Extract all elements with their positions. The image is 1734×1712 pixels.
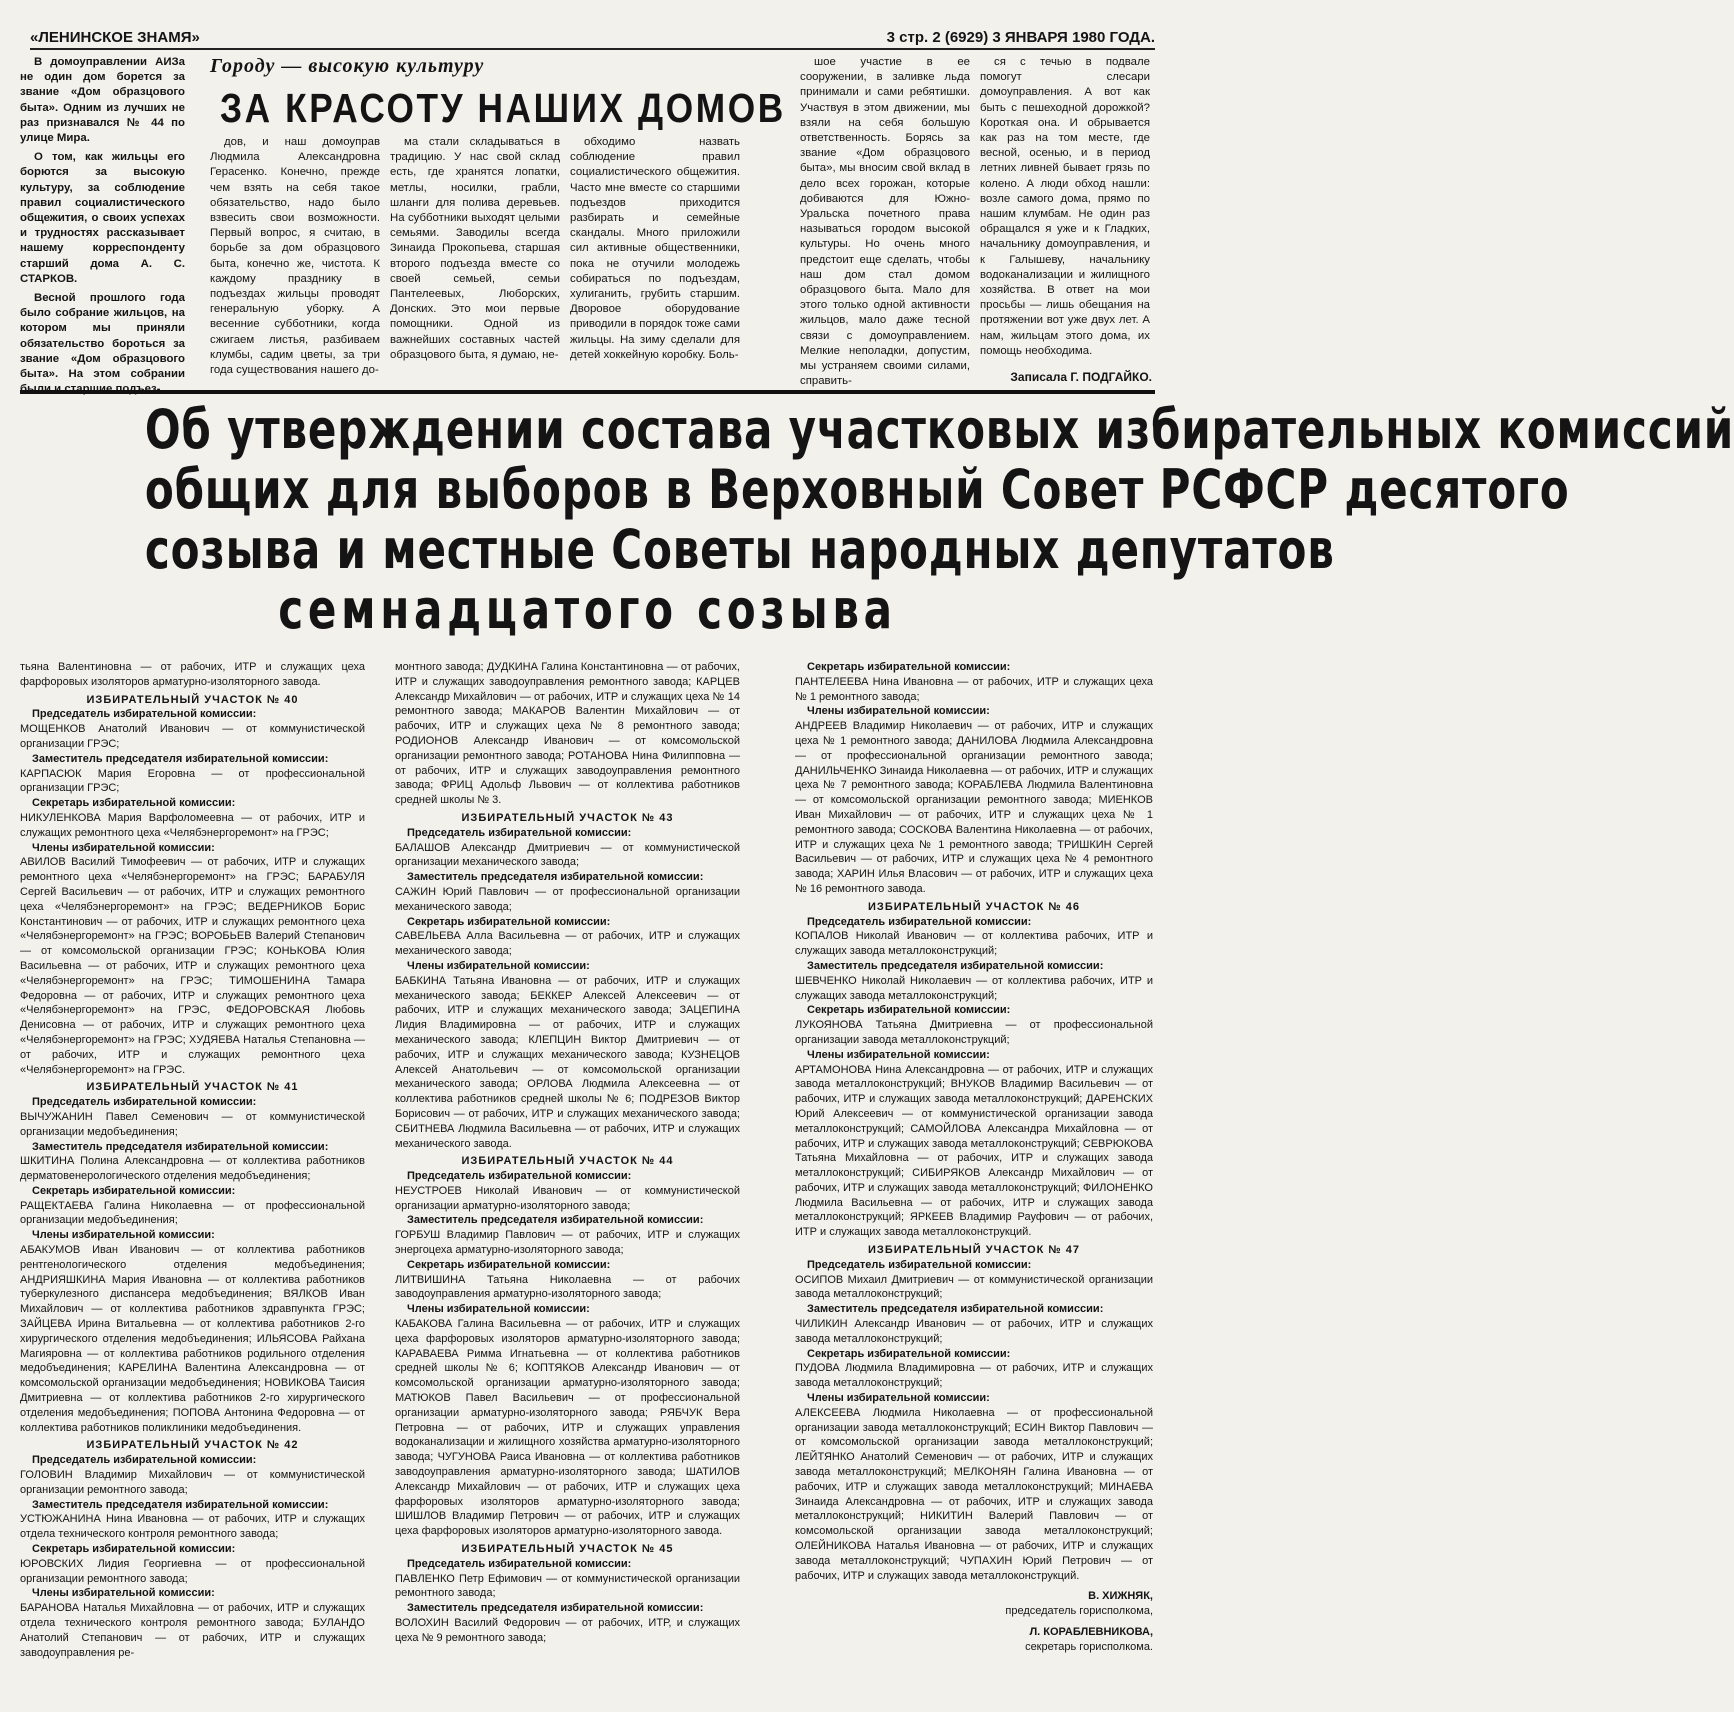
decree-column-1 <box>20 660 365 1700</box>
commission-role: Заместитель председателя избирательной комиссии: <box>807 959 1104 972</box>
article-headline: ЗА КРАСОТУ НАШИХ ДОМОВ <box>220 85 786 131</box>
member-list: БАБКИНА Татьяна Ивановна — от рабочих, ИТР и служащих механического завода; БЕККЕР Алексей Алексеевич — от рабочих, ИТР и служащих механического завода; ЗАЦЕПИНА Лидия Владимировна — от рабочих, ИТР и служащих механического завода; КЛЕПЦИН Виктор Дмитриевич — от рабочих, ИТР и служащих механического завода; КУЗНЕЦОВ Алексей Анатольевич — от комсомольской организации механического завода; ОРЛОВА Людмила Алексеевна — от коллектива работников средней школы № 6; ПОДРЕЗОВ Виктор Борисович — от рабочих, ИТР и служащих механического завода; СБИТНЕВА Людмила Васильевна — от рабочих, ИТР и служащих механического завода. <box>395 974 740 1150</box>
member-list: ПУДОВА Людмила Владимировна — от рабочих, ИТР и служащих завода металлоконструкций; <box>795 1362 1153 1390</box>
commission-role: Секретарь избирательной комиссии: <box>807 1004 1011 1017</box>
member-list: АБАКУМОВ Иван Иванович — от коллектива работников рентгенологического отделения медобъединения; АНДРИЯШКИНА Мария Ивановна — от коллектива работников туберкулезного диспансера медобъединения; ВЯЛКОВ Иван Михайлович — от коллектива работников здравпункта ГРЭС; ЗАЙЦЕВА Ирина Витальевна — от коллектива работников 2-го хирургического отделения медобъединения; ИЛЬЯСОВА Райхана Магияровна — от коллектива работников родильного отделения медобъединения; КАРЕЛИНА Валентина Александровна — от комсомольской организации медобъединения; НОВИКОВА Таисия Дмитриевна — от коллектива работников 2-го хирургического отделения медобъединения; ПОПОВА Антонина Федоровна — от коллектива работников поликлиники медобъединения. <box>20 1244 365 1434</box>
newspaper-name: «ЛЕНИНСКОЕ ЗНАМЯ» <box>30 28 200 46</box>
commission-role: Председатель избирательной комиссии: <box>807 1258 1032 1271</box>
section-divider <box>20 390 1155 394</box>
article-section <box>20 55 1160 396</box>
commission-role: Секретарь избирательной комиссии: <box>407 915 611 928</box>
member-list: УСТЮЖАНИНА Нина Ивановна — от рабочих, ИТР и служащих отдела технического контроля ремонтного завода; <box>20 1513 365 1541</box>
commission-role: Секретарь избирательной комиссии: <box>807 661 1011 673</box>
commission-role: Заместитель председателя избирательной комиссии: <box>32 752 329 765</box>
member-list: ГОЛОВИН Владимир Михайлович — от коммунистической организации ремонтного завода; <box>20 1469 365 1496</box>
lead-paragraph-1: В домоуправлении АИЗа не один дом борется за звание «Дом образцового быта». Одним из лучших не раз признавался № 44 по улице Мира. <box>20 56 185 145</box>
member-list: тьяна Валентиновна — от рабочих, ИТР и служащих цеха фарфоровых изоляторов арматурно-изоляторного завода. <box>20 661 365 688</box>
member-list: АРТАМОНОВА Нина Александровна — от рабочих, ИТР и служащих завода металлоконструкций; ВНУКОВ Владимир Васильевич — от рабочих, ИТР и служащих завода металлоконструкций; ДАРЕНСКИХ Юрий Алексеевич — от коммунистической организации завода металлоконструкций; САМОЙЛОВА Александра Михайловна — от рабочих, ИТР и служащих завода металлоконструкций; СЕВРЮКОВА Татьяна Михайловна — от рабочих, ИТР и служащих завода металлоконструкций; СИБИРЯКОВ Александр Михайлович — от рабочих, ИТР и служащих завода металлоконструкций; ФИЛОНЕНКО Людмила Васильевна — от рабочих, ИТР и служащих завода металлоконструкций; ЯРКЕЕВ Владимир Рауфович — от рабочих, ИТР и служащих завода металлоконструкций. <box>795 1063 1153 1239</box>
member-list: ПАВЛЕНКО Петр Ефимович — от коммунистической организации ремонтного завода; <box>395 1572 740 1600</box>
member-list: АЛЕКСЕЕВА Людмила Николаевна — от профессиональной организации завода металлоконструкций; ЕСИН Виктор Павлович — от комсомольской организации завода металлоконструкций; ЛЕЙТЯНКО Анатолий Семенович — от рабочих, ИТР и служащих завода металлоконструкций; МЕЛКОНЯН Галина Ивановна — от рабочих, ИТР и служащих завода металлоконструкций; МИНАЕВА Зинаида Александровна — от рабочих, ИТР и служащих завода металлоконструкций; НИКИТИН Валерий Павлович — от комсомольской организации завода металлоконструкций; ОЛЕЙНИКОВА Наталья Ивановна — от рабочих, ИТР и служащих завода металлоконструкций; ЧУПАХИН Юрий Петрович — от рабочих, ИТР и служащих завода металлоконструкций. <box>795 1406 1153 1582</box>
commission-role: Заместитель председателя избирательной комиссии: <box>407 1602 704 1615</box>
member-list: АВИЛОВ Василий Тимофеевич — от рабочих, ИТР и служащих ремонтного цеха «Челябэнергоремонт» на ГРЭС; БАРАБУЛЯ Сергей Васильевич — от рабочих, ИТР и служащих ремонтного цеха «Челябэнергоремонт» на ГРЭС; ВЕДЕРНИКОВ Борис Константинович — от рабочих, ИТР и служащих ремонтного цеха «Челябэнергоремонт» на ГРЭС; ВОРОБЬЕВ Валерий Степанович — от комсомольской организации ГРЭС; КОНЬКОВА Юлия Васильевна — от рабочих, ИТР и служащих ремонтного цеха «Челябэнергоремонт» на ГРЭС; ТИМОШЕНИНА Тамара Федоровна — от рабочих, ИТР и служащих ремонтного цеха «Челябэнергоремонт» на ГРЭС, ФЕДОРОВСКАЯ Любовь Денисовна — от рабочих, ИТР и служащих ремонтного цеха «Челябэнергоремонт» на ГРЭС; ХУДЯЕВА Наталья Степановна — от рабочих, ИТР и служащих ремонтного цеха «Челябэнергоремонт» на ГРЭС. <box>20 856 365 1076</box>
commission-role: Председатель избирательной комиссии: <box>32 708 257 721</box>
commission-role: Члены избирательной комиссии: <box>32 841 215 854</box>
member-list: ЮРОВСКИХ Лидия Георгиевна — от профессиональной организации ремонтного завода; <box>20 1557 365 1585</box>
commission-role: Члены избирательной комиссии: <box>32 1587 215 1600</box>
precinct-heading: ИЗБИРАТЕЛЬНЫЙ УЧАСТОК № 40 <box>86 693 299 706</box>
commission-role: Заместитель председателя избирательной комиссии: <box>807 1303 1104 1316</box>
precinct-heading: ИЗБИРАТЕЛЬНЫЙ УЧАСТОК № 43 <box>461 811 674 824</box>
precinct-heading: ИЗБИРАТЕЛЬНЫЙ УЧАСТОК № 42 <box>86 1439 299 1452</box>
article-col3-text: ма стали складываться в традицию. У нас свой склад есть, где хранятся лопатки, метлы, носилки, грабли, шланги для полива деревьев. На субботники выходят целыми семьями. Заводилы всегда Зинаида Прокопьева, старшая второго подъезда вместе со своей семьей, семьи Пантелеевых, Люборских, Донских. Это мои первые помощники. Одной из важнейших составных частей образцового быта, я думаю, не- <box>390 136 560 361</box>
article-col4 <box>570 135 740 385</box>
commission-role: Члены избирательной комиссии: <box>807 1048 990 1061</box>
commission-role: Члены избирательной комиссии: <box>807 705 990 718</box>
article-col2-text: дов, и наш домоуправ Людмила Александровна Герасенко. Конечно, прежде чем взять на себя такое обязательство, надо было взвесить свои возможности. Первый вопрос, я считаю, в борьбе за дом образцового быта, конечно же, чистота. К каждому празднику в подъездах жильцы проводят генеральную уборку. А весенние субботники, когда сжигаем листья, разбиваем клумбы, садим цветы, за три года существования нашего до- <box>210 136 380 377</box>
member-list: ШКИТИНА Полина Александровна — от коллектива работников дерматовенерологического отделения медобъединения; <box>20 1155 365 1183</box>
member-list: ЛИТВИШИНА Татьяна Николаевна — от рабочих заводоуправления арматурно-изоляторного завода; <box>395 1273 740 1301</box>
member-list: ГОРБУШ Владимир Павлович — от рабочих, ИТР и служащих энергоцеха арматурно-изоляторного завода; <box>395 1229 740 1257</box>
member-list: КОПАЛОВ Николай Иванович — от коллектива рабочих, ИТР и служащих завода металлоконструкций; <box>795 930 1153 958</box>
commission-role: Заместитель председателя избирательной комиссии: <box>407 871 704 884</box>
article-col2 <box>210 135 380 385</box>
article-col5 <box>800 55 970 388</box>
article-lead <box>20 55 185 396</box>
precinct-heading: ИЗБИРАТЕЛЬНЫЙ УЧАСТОК № 44 <box>461 1155 674 1168</box>
commission-role: Заместитель председателя избирательной комиссии: <box>32 1498 329 1511</box>
commission-role: Председатель избирательной комиссии: <box>407 1557 632 1570</box>
decree-title <box>20 398 1734 650</box>
article-col6 <box>980 55 1150 367</box>
decree-title-line: семнадцатого созыва <box>278 578 897 641</box>
article-col4-text: обходимо назвать соблюдение правил социалистического общежития. Часто мне вместе со старшими подъездов приходится разбирать и семейные скандалы. Много приложили сил активные общественники, пока не отучили молодежь собираться по подъездам, хулиганить, грубить старшим. Дворовое оборудование приводили в порядок тоже сами жильцы. На зиму сделали для детей хоккейную коробку. Боль- <box>570 136 740 361</box>
member-list: ЛУКОЯНОВА Татьяна Дмитриевна — от профессиональной организации завода металлоконструкций; <box>795 1019 1153 1046</box>
precinct-heading: ИЗБИРАТЕЛЬНЫЙ УЧАСТОК № 45 <box>461 1543 674 1556</box>
commission-role: Секретарь избирательной комиссии: <box>807 1347 1011 1360</box>
member-list: САВЕЛЬЕВА Алла Васильевна — от рабочих, ИТР и служащих механического завода; <box>395 930 740 958</box>
member-list: НЕУСТРОЕВ Николай Иванович — от коммунистической организации арматурно-изоляторного завода; <box>395 1184 740 1212</box>
signature-title: секретарь горисполкома. <box>1025 1640 1153 1653</box>
article-col1-text: Весной прошлого года было собрание жильцов, на котором мы приняли обязательство бороться за звание «Дом образцового быта». На этом собрании были и старшие подъез- <box>20 292 185 396</box>
decree-title-line: созыва и местные Советы народных депутатов <box>144 518 1335 581</box>
commission-role: Председатель избирательной комиссии: <box>407 826 632 839</box>
commission-role: Секретарь избирательной комиссии: <box>407 1258 611 1271</box>
commission-role: Председатель избирательной комиссии: <box>807 915 1032 928</box>
commission-role: Члены избирательной комиссии: <box>407 959 590 972</box>
member-list: НИКУЛЕНКОВА Мария Варфоломеевна — от рабочих, ИТР и служащих ремонтного цеха «Челябэнергоремонт» на ГРЭС; <box>20 811 365 839</box>
decree-column-3 <box>795 660 1153 1700</box>
article-col3 <box>390 135 560 385</box>
member-list: ВЫЧУЖАНИН Павел Семенович — от коммунистической организации медобъединения; <box>20 1110 365 1138</box>
signature-name: В. ХИЖНЯК, <box>1088 1590 1153 1603</box>
member-list: ПАНТЕЛЕЕВА Нина Ивановна — от рабочих, ИТР и служащих цеха № 1 ремонтного завода; <box>795 675 1153 703</box>
member-list: КАБАКОВА Галина Васильевна — от рабочих, ИТР и служащих цеха фарфоровых изоляторов арматурно-изоляторного завода; КАРАВАЕВА Римма Игнатьевна — от коллектива работников средней школы № 6; КОПТЯКОВ Александр Иванович — от комсомольской организации арматурно-изоляторного завода; МАТЮКОВ Павел Васильевич — от профессиональной организации арматурно-изоляторного завода; РЯБЧУК Вера Петровна — от рабочих, ИТР и служащих управления водоканализации и жилищного хозяйства арматурно-изоляторного завода; ЧУГУНОВА Раиса Ивановна — от коллектива работников заводоуправления арматурно-изоляторного завода; ШАТИЛОВ Александр Михайлович — от рабочих, ИТР и служащих цеха фарфоровых изоляторов арматурно-изоляторного завода; ШИШЛОВ Владимир Петрович — от рабочих, ИТР и служащих цеха фарфоровых изоляторов арматурно-изоляторного завода. <box>395 1318 740 1538</box>
member-list: ШЕВЧЕНКО Николай Николаевич — от коллектива рабочих, ИТР и служащих завода металлоконструкций; <box>795 974 1153 1002</box>
decree-body <box>20 660 1160 1700</box>
lead-paragraph-2: О том, как жильцы его борются за высокую культуру, за соблюдение правил социалистического общежития, о своих успехах и трудностях рассказывает нашему корреспонденту старший дома А. С. СТАРКОВ. <box>20 151 185 285</box>
member-list: монтного завода; ДУДКИНА Галина Константиновна — от рабочих, ИТР и служащих заводоуправления ремонтного завода; КАРЦЕВ Александр Михайлович — от рабочих, ИТР и служащих цеха № 14 ремонтного завода; МАКАРОВ Валентин Михайлович — от рабочих, ИТР и служащих цеха № 8 ремонтного завода; РОДИОНОВ Александр Иванович — от комсомольской организации ремонтного завода; РОТАНОВА Нина Филипповна — от рабочих, ИТР и служащих заводоуправления ремонтного завода; ФРИЦ Адольф Львович — от коллектива работников средней школы № 3. <box>395 661 740 807</box>
decree-column-2 <box>395 660 740 1700</box>
commission-role: Члены избирательной комиссии: <box>407 1303 590 1316</box>
decree-title-line: общих для выборов в Верховный Совет РСФСР десятого <box>144 458 1570 521</box>
article-col5-text: шое участие в ее сооружении, в заливке льда принимали и сами ребятишки. Участвуя в этом движении, мы взяли на себя большую ответственность. Борясь за звание «Дом образцового быта», мы вносим свой вклад в дело всех горожан, которые добиваются для Южно-Уральска почетного права называться городом высокой культуры. Но очень много предстоит еще сделать, чтобы наш дом стал домом образцового быта. Мало для этого только одной активности жильцов, мало даже тесной связи с домоуправлением. Мелкие неполадки, допустим, мы устраняем своими силами, справить- <box>800 56 970 388</box>
article-signature: Записала Г. ПОДГАЙКО. <box>1010 370 1152 384</box>
signature-title: председатель горисполкома, <box>1005 1605 1153 1618</box>
article-col6-text: ся с течью в подвале помогут слесари домоуправления. А вот как быть с пешеходной дорожкой? Короткая она. И обрывается как раз на том месте, где весной, осенью, и в период летних ливней бывает грязь по колено. А люди обход нашли: возле самого дома, прямо по нашим клумбам. Не один раз обращался я уже и к Гладких, начальнику домоуправления, и к Галышеву, начальнику водоканализации и жилищного хозяйства. В ответ на мои просьбы — лишь обещания на протяжении вот уже двух лет. А нам, жильцам этого дома, их помощь необходима. <box>980 56 1150 357</box>
precinct-heading: ИЗБИРАТЕЛЬНЫЙ УЧАСТОК № 46 <box>868 900 1080 913</box>
commission-role: Секретарь избирательной комиссии: <box>32 797 236 810</box>
article-kicker: Городу — высокую культуру <box>210 55 485 77</box>
member-list: БАРАНОВА Наталья Михайловна — от рабочих, ИТР и служащих отдела технического контроля ремонтного завода; БУЛАНДО Анатолий Степанович — от рабочих, ИТР и служащих заводоуправления ре- <box>20 1602 365 1659</box>
commission-role: Секретарь избирательной комиссии: <box>32 1184 236 1197</box>
masthead <box>30 26 1155 50</box>
member-list: КАРПАСЮК Мария Егоровна — от профессиональной организации ГРЭС; <box>20 767 365 795</box>
commission-role: Заместитель председателя избирательной комиссии: <box>32 1140 329 1153</box>
member-list: ОСИПОВ Михаил Дмитриевич — от коммунистической организации завода металлоконструкций; <box>795 1273 1153 1301</box>
commission-role: Секретарь избирательной комиссии: <box>32 1543 236 1556</box>
commission-role: Председатель избирательной комиссии: <box>407 1170 632 1183</box>
member-list: АНДРЕЕВ Владимир Николаевич — от рабочих, ИТР и служащих цеха № 1 ремонтного завода; ДАНИЛОВА Людмила Александровна — от профессиональной организации ремонтного завода; ДАНИЛЬЧЕНКО Зинаида Николаевна — от рабочих, ИТР и служащих цеха № 7 ремонтного завода; КОРАБЛЕВА Людмила Валентиновна — от комсомольской организации ремонтного завода; МИЕНКОВ Иван Михайлович — от рабочих, ИТР и служащих цеха № 1 ремонтного завода; СОСКОВА Валентина Николаевна — от рабочих, ИТР и служащих цеха № 1 ремонтного завода; ТРИШКИН Сергей Васильевич — от рабочих, ИТР и служащих цеха № 4 ремонтного завода; ХАРИН Илья Власович — от рабочих, ИТР и служащих цеха № 16 ремонтного завода. <box>795 720 1153 895</box>
commission-role: Председатель избирательной комиссии: <box>32 1454 257 1467</box>
member-list: РАЩЕКТАЕВА Галина Николаевна — от профессиональной организации медобъединения; <box>20 1199 365 1227</box>
commission-role: Заместитель председателя избирательной комиссии: <box>407 1214 704 1227</box>
signature-name: Л. КОРАБЛЕВНИКОВА, <box>1029 1626 1153 1638</box>
member-list: БАЛАШОВ Александр Дмитриевич — от коммунистической организации механического завода; <box>395 841 740 869</box>
decree-title-line: Об утверждении состава участковых избирательных комиссий <box>144 398 1734 461</box>
member-list: САЖИН Юрий Павлович — от профессиональной организации механического завода; <box>395 885 740 913</box>
member-list: ЧИЛИКИН Александр Иванович — от рабочих, ИТР и служащих завода металлоконструкций; <box>795 1318 1153 1345</box>
precinct-heading: ИЗБИРАТЕЛЬНЫЙ УЧАСТОК № 47 <box>868 1244 1080 1257</box>
precinct-heading: ИЗБИРАТЕЛЬНЫЙ УЧАСТОК № 41 <box>86 1081 299 1094</box>
member-list: ВОЛОХИН Василий Федорович — от рабочих, ИТР, и служащих цеха № 9 ремонтного завода; <box>395 1617 740 1644</box>
commission-role: Члены избирательной комиссии: <box>807 1392 990 1405</box>
commission-role: Председатель избирательной комиссии: <box>32 1096 257 1109</box>
commission-role: Члены избирательной комиссии: <box>32 1229 215 1242</box>
member-list: МОЩЕНКОВ Анатолий Иванович — от коммунистической организации ГРЭС; <box>20 723 365 750</box>
issue-info: 3 стр. 2 (6929) 3 ЯНВАРЯ 1980 ГОДА. <box>886 28 1155 46</box>
